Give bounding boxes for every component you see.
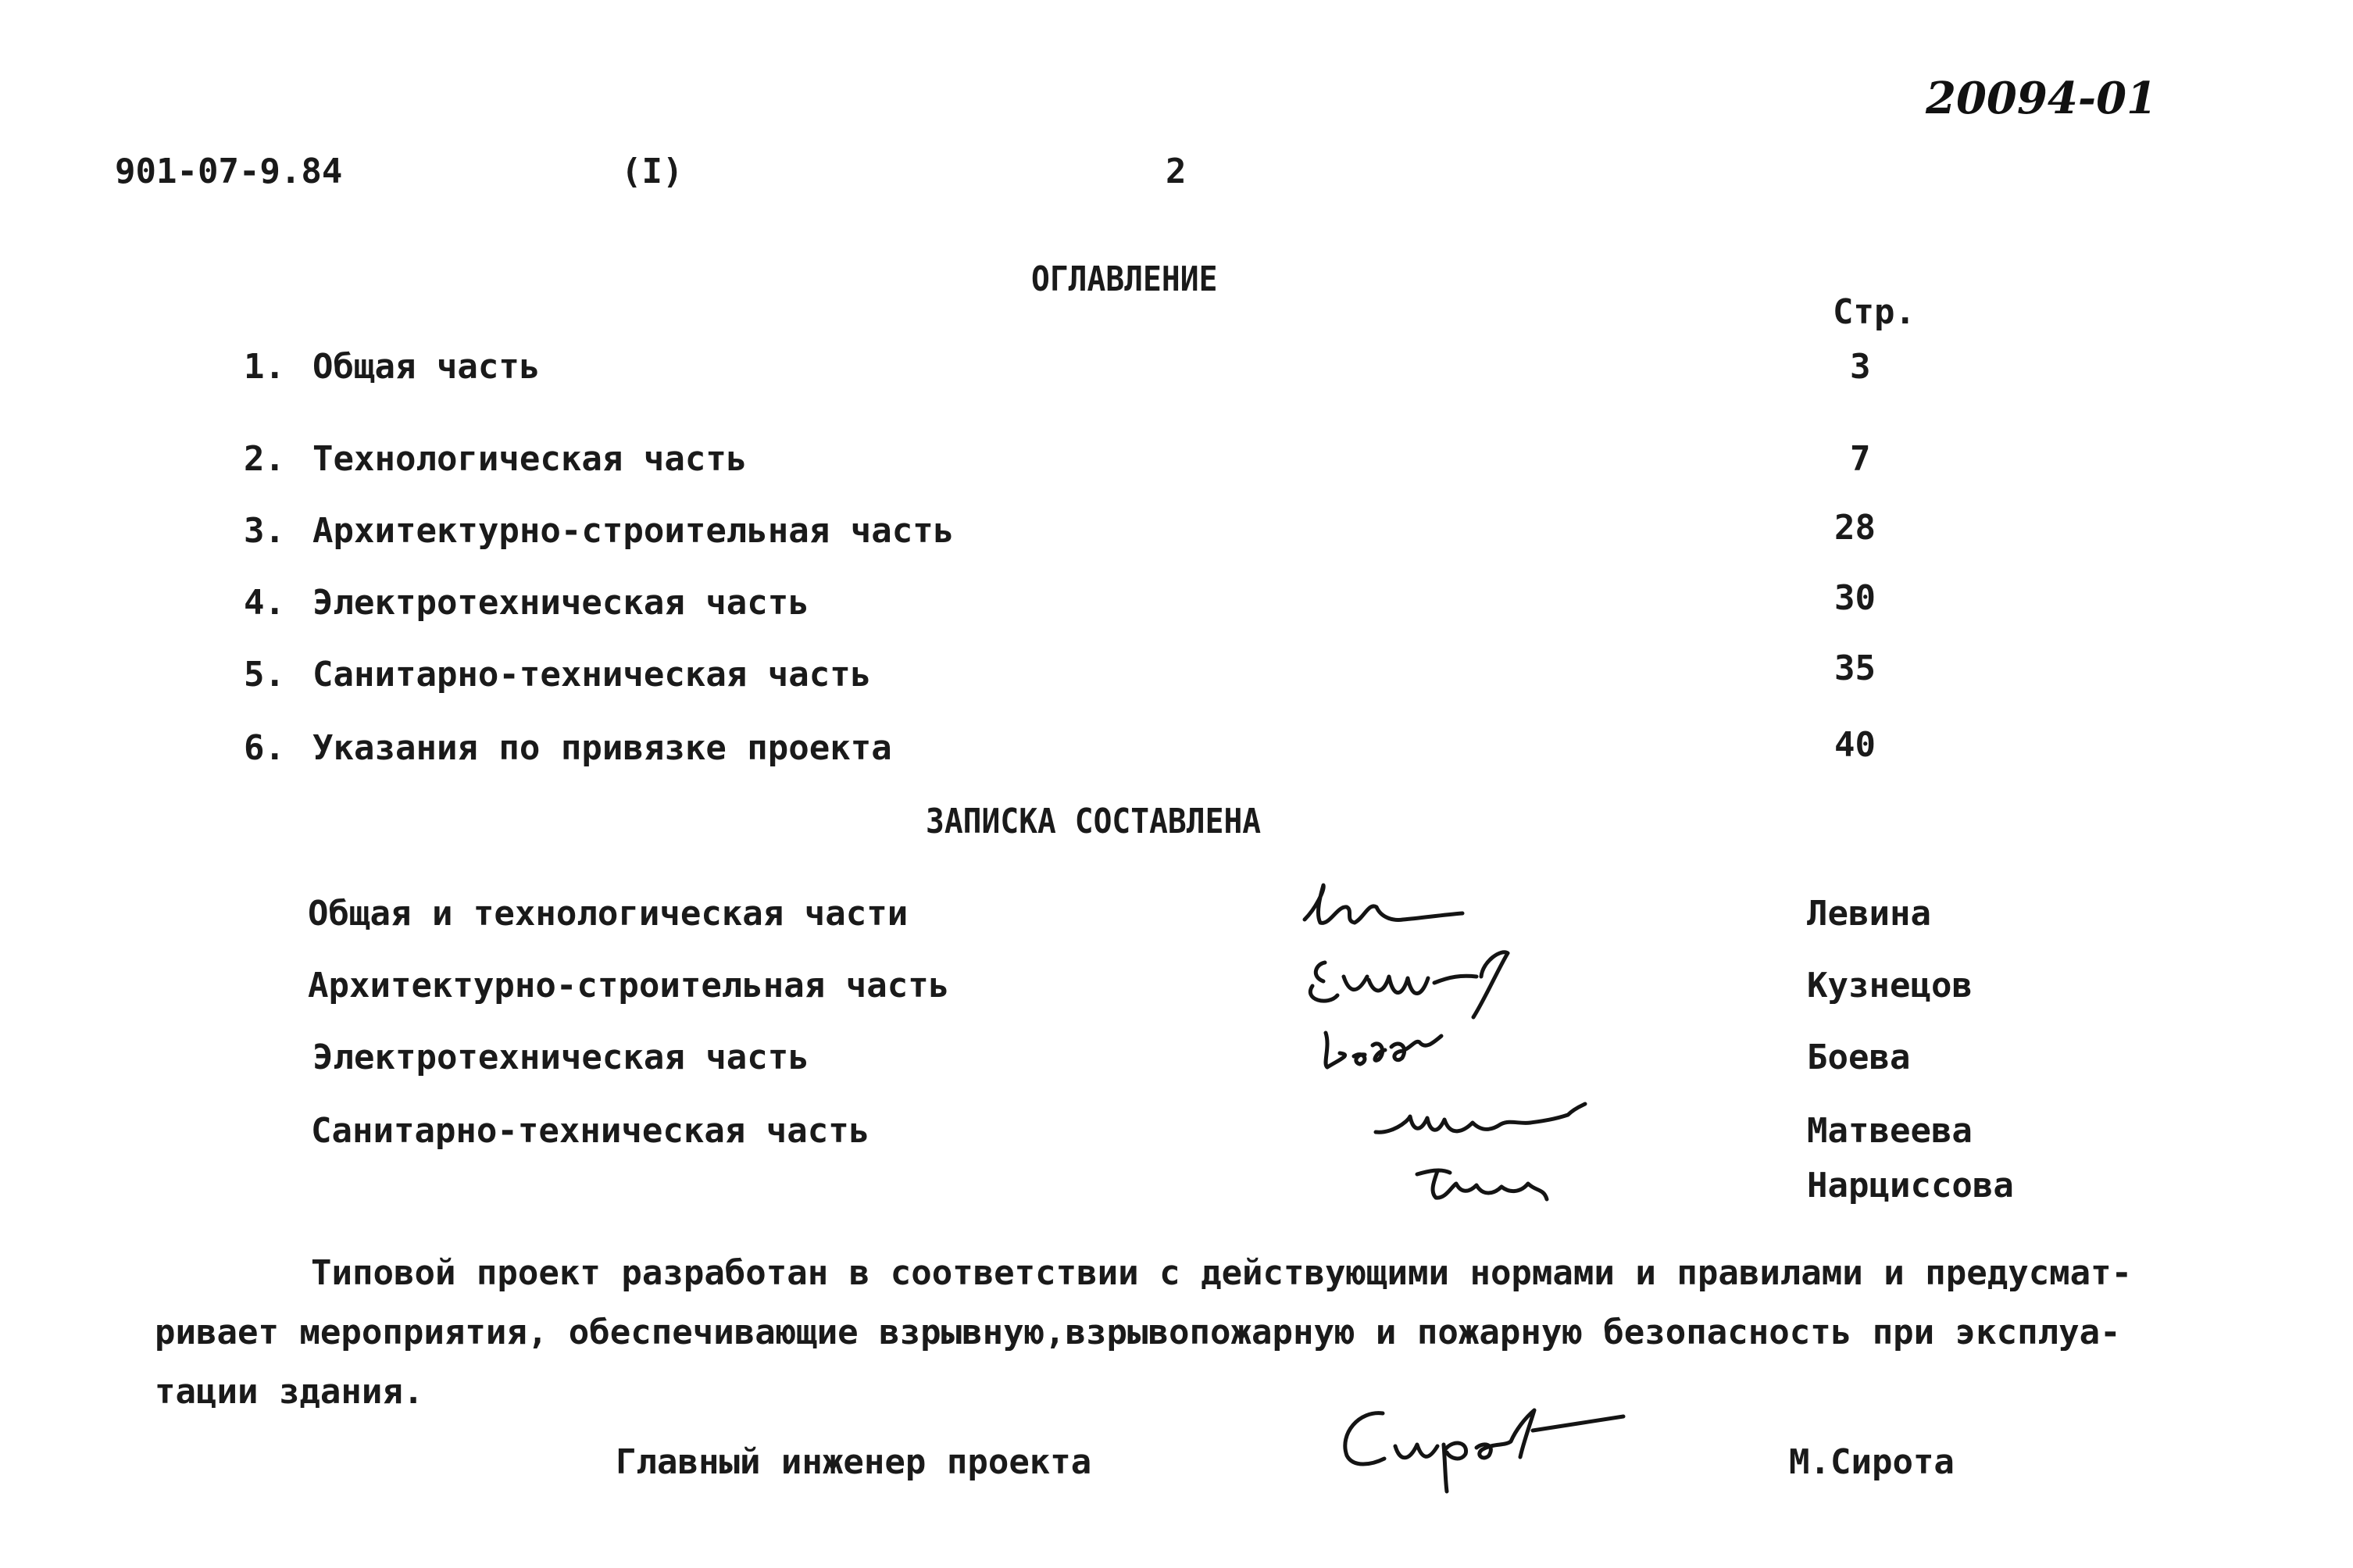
toc-item-num: 3. [244, 511, 285, 551]
toc-item-page: 30 [1834, 578, 1876, 618]
chief-engineer-role: Главный инженер проекта [616, 1442, 1092, 1482]
handwritten-archive-number: 20094-01 [1926, 73, 2157, 124]
statement-line: Типовой проект разработан в соответствии с действующими нормами и правилами и предусмат- [311, 1253, 2133, 1293]
statement-line: тации здания. [155, 1372, 424, 1412]
signature-sirota [1328, 1387, 1641, 1496]
signature-kuznetsov [1297, 945, 1531, 1023]
author-name: Боева [1807, 1038, 1911, 1077]
toc-item-page: 35 [1834, 648, 1876, 688]
author-part: Электротехническая часть [312, 1038, 809, 1077]
signature-narcissova [1406, 1152, 1562, 1215]
toc-item-label: Технологическая часть [312, 439, 748, 479]
statement-line: ривает мероприятия, обеспечивающие взрывную,взрывопожарную и пожарную безопасность при эксплуа- [155, 1313, 2121, 1352]
author-name: Левина [1807, 894, 1931, 934]
author-name: Матвеева [1807, 1111, 1973, 1151]
toc-item-num: 2. [244, 439, 285, 479]
volume-number: (I) [621, 152, 684, 191]
toc-title: ОГЛАВЛЕНИЕ [1031, 259, 1218, 299]
toc-item-num: 6. [244, 728, 285, 768]
statement-paragraph [155, 1244, 2132, 1422]
author-part: Архитектурно-строительная часть [308, 966, 950, 1005]
toc-item-label: Архитектурно-строительная часть [312, 511, 955, 551]
author-part: Санитарно-техническая часть [311, 1111, 870, 1151]
document-code: 901-07-9.84 [115, 152, 343, 191]
toc-item-num: 1. [244, 347, 285, 387]
authors-title: ЗАПИСКА СОСТАВЛЕНА [926, 802, 1262, 841]
signature-matveeva [1363, 1090, 1590, 1152]
author-name: Нарциссова [1807, 1166, 2014, 1205]
signature-boeva [1309, 1016, 1496, 1078]
toc-item-label: Электротехническая часть [312, 583, 809, 623]
page-number: 2 [1166, 152, 1187, 191]
author-part: Общая и технологическая части [308, 894, 909, 934]
toc-item-label: Общая часть [312, 347, 541, 387]
toc-item-num: 4. [244, 583, 285, 623]
toc-item-page: 40 [1834, 725, 1876, 765]
signature-levina [1289, 879, 1469, 941]
toc-item-page: 7 [1850, 439, 1871, 479]
toc-item-num: 5. [244, 655, 285, 695]
toc-item-label: Указания по привязке проекта [312, 728, 892, 768]
toc-page-column-label: Стр. [1833, 292, 1916, 332]
toc-item-label: Санитарно-техническая часть [312, 655, 872, 695]
toc-item-page: 3 [1850, 347, 1871, 387]
chief-engineer-name: М.Сирота [1789, 1442, 1955, 1482]
author-name: Кузнецов [1807, 966, 1973, 1005]
toc-item-page: 28 [1834, 508, 1876, 548]
